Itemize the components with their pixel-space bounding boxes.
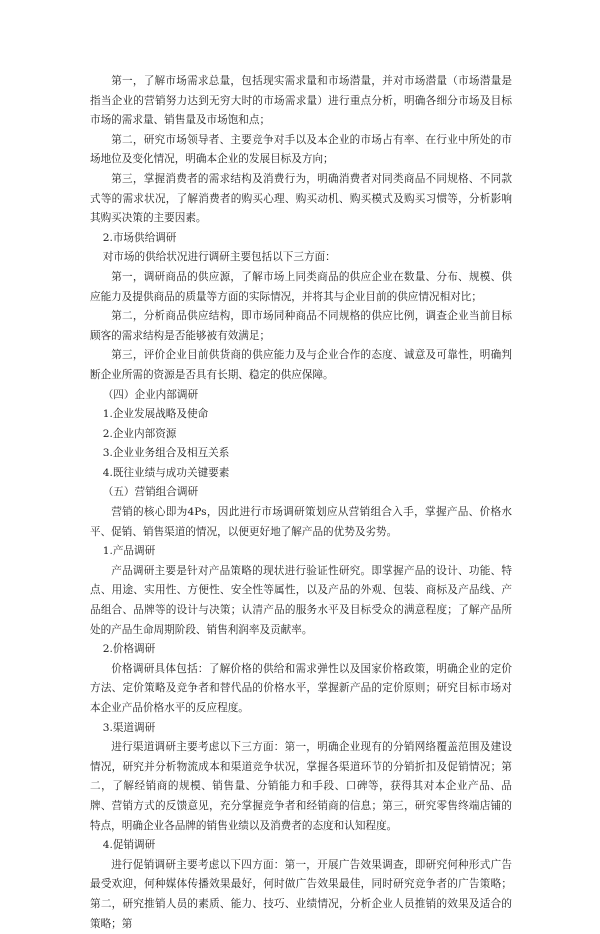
paragraph: 价格调研具体包括：了解价格的供给和需求弹性以及国家价格政策，明确企业的定价方法、定价策略及竞争者和替代品的价格水平，掌握新产品的定价原则；研究目标市场对本企业产品价格水平的反应程度。 — [90, 662, 512, 714]
paragraph: 第三，掌握消费者的需求结构及消费行为，明确消费者对同类商品不同规格、不同款式等的需求状况，了解消费者的购买心理、购买动机、购买模式及购买习惯等，分析影响其购买决策的主要因素。 — [90, 172, 512, 225]
section-heading: （五）营销组合调研 — [102, 486, 199, 499]
section-heading: 1.产品调研 — [102, 545, 156, 558]
paragraph: 第三，评价企业目前供货商的供应能力及与企业合作的态度、诚意及可靠性，明确判断企业所需的资源是否具有长期、稳定的供应保障。 — [90, 349, 512, 381]
document-body — [90, 72, 512, 934]
paragraph: 产品调研主要是针对产品策略的现状进行验证性研究。即掌握产品的设计、功能、特点、用途、实用性、方便性、安全性等属性，以及产品的外观、包装、商标及产品线、产品组合、品牌等的设计与决策；认清产品的服务水平及目标受众的满意程度；了解产品所处的产品生命周期阶段、销售利润率及贡献率。 — [90, 564, 512, 636]
paragraph: 营销的核心即为4Ps，因此进行市场调研策划应从营销组合入手，掌握产品、价格水平、促销、销售渠道的情况，以便更好地了解产品的优势及劣势。 — [90, 506, 512, 538]
paragraph: 第二，分析商品供应结构，即市场同种商品不同规格的供应比例，调查企业当前目标顾客的需求结构是否能够被有效满足； — [90, 310, 512, 342]
paragraph: 进行促销调研主要考虑以下四方面：第一，开展广告效果调查，即研究何种形式广告最受欢迎，何种媒体传播效果最好，何时做广告效果最佳，同时研究竞争者的广告策略；第二，研究推销人员的素质、能力、技巧、业绩情况，分析企业人员推销的效果及适合的策略；第 — [90, 858, 512, 930]
paragraph: 第一，调研商品的供应源，了解市场上同类商品的供应企业在数量、分布、规模、供应能力及提供商品的质量等方面的实际情况，并将其与企业目前的供应情况相对比； — [90, 270, 512, 303]
section-heading: 3.渠道调研 — [102, 721, 156, 734]
paragraph: 第二，研究市场领导者、主要竞争对手以及本企业的市场占有率、在行业中所处的市场地位及变化情况，明确本企业的发展目标及方向； — [90, 133, 512, 166]
section-heading: 2.企业内部资源 — [102, 427, 177, 440]
paragraph: 第一，了解市场需求总量，包括现实需求量和市场潜量，并对市场潜量（市场潜量是指当企业的营销努力达到无穷大时的市场需求量）进行重点分析，明确各细分市场及目标市场的需求量、销售量及市场饱和点； — [90, 75, 512, 127]
section-heading: （四）企业内部调研 — [102, 388, 199, 401]
section-heading: 2.价格调研 — [102, 643, 156, 656]
section-heading: 3.企业业务组合及相互关系 — [102, 447, 230, 460]
paragraph: 进行渠道调研主要考虑以下三方面：第一，明确企业现有的分销网络覆盖范围及建设情况，研究并分析物流成本和渠道竞争状况，掌握各渠道环节的分销折扣及促销情况；第二，了解经销商的规模、销售量、分销能力和手段、口碑等，获得其对本企业产品、品牌、营销方式的反馈意见，充分掌握竞争者和经销商的信息；第三，研究零售终端店铺的特点，明确企业各品牌的销售业绩以及消费者的态度和认知程度。 — [90, 741, 512, 832]
section-heading: 2.市场供给调研 — [102, 231, 177, 244]
section-heading: 4.既往业绩与成功关键要素 — [102, 466, 230, 479]
section-heading: 4.促销调研 — [102, 839, 156, 852]
section-heading: 1.企业发展战略及使命 — [102, 408, 209, 421]
section-heading: 对市场的供给状况进行调研主要包括以下三方面： — [102, 251, 336, 264]
